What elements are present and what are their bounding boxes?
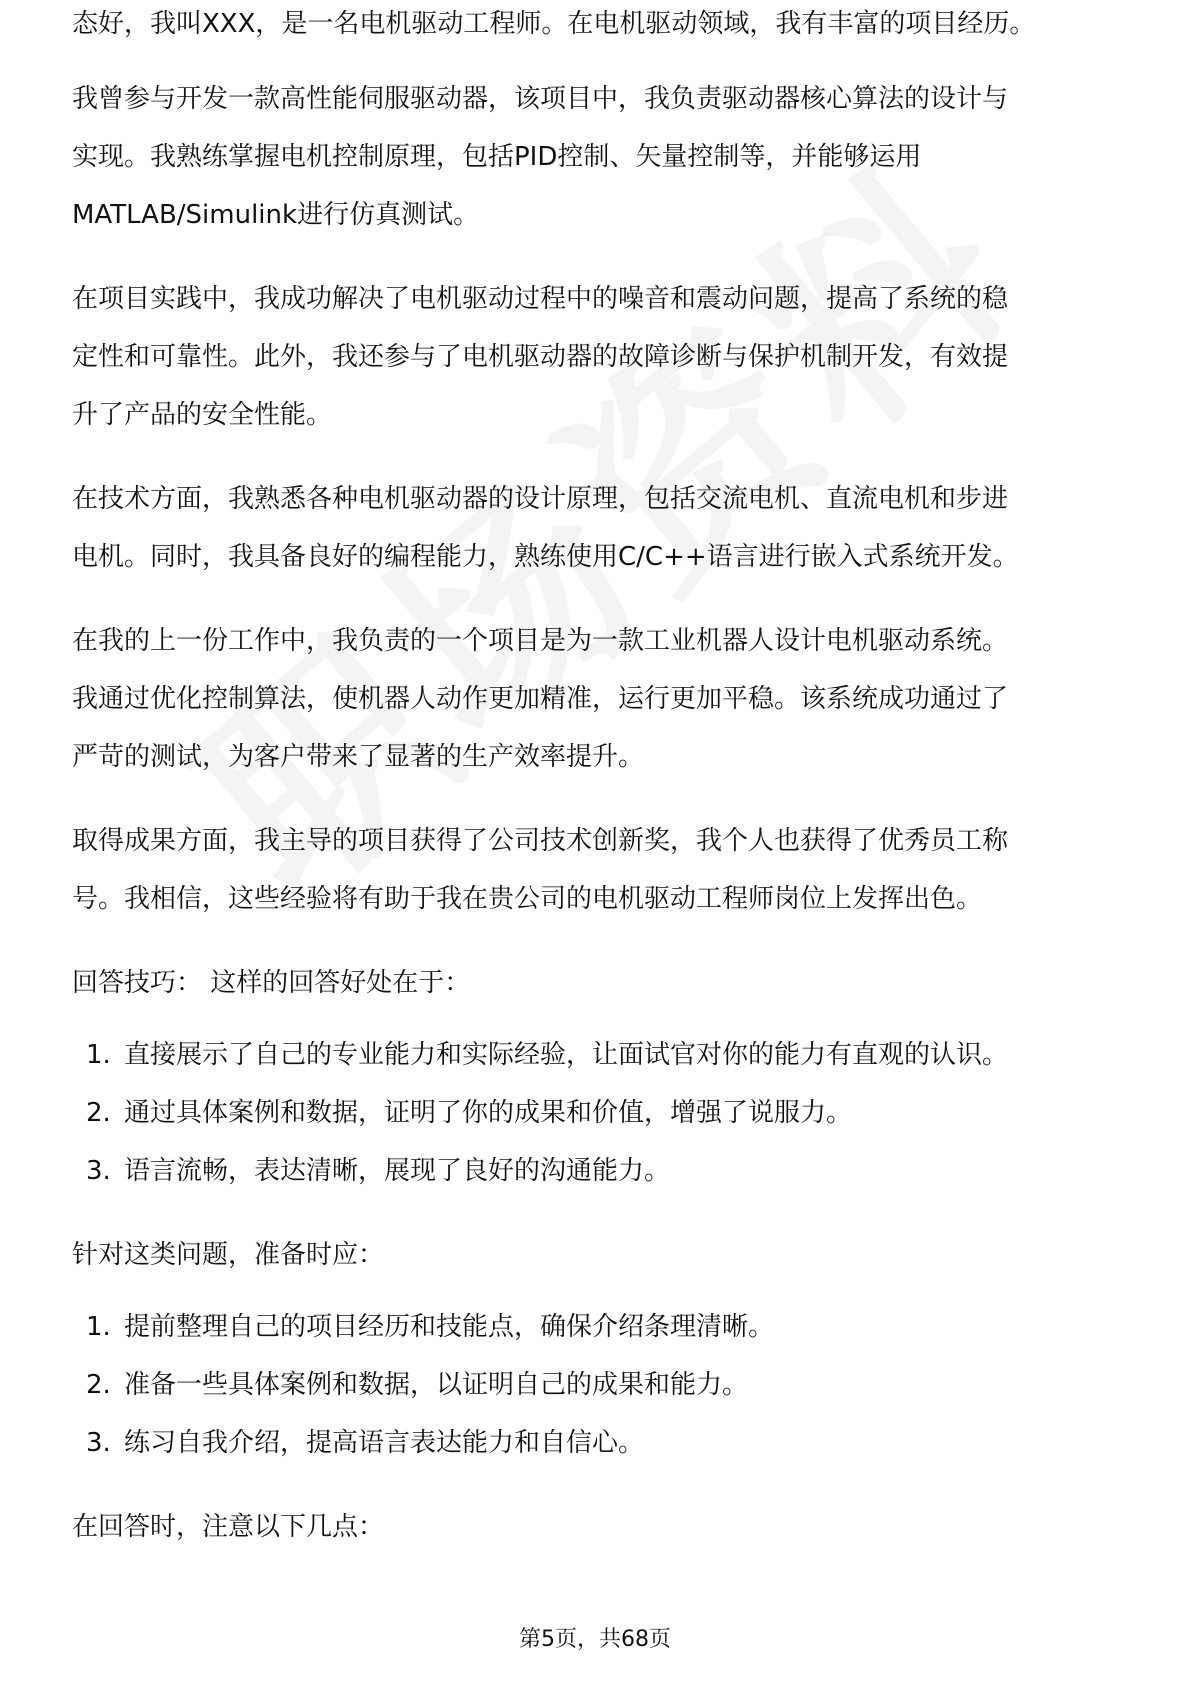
- list-number: 3.: [86, 1428, 111, 1458]
- cut-off-line-text: 态好，我叫XXX，是一名电机驱动工程师。在电机驱动领域，我有丰富的项目经历。: [72, 9, 1036, 39]
- list-text: 提前整理自己的项目经历和技能点，确保介绍条理清晰。: [124, 1312, 775, 1342]
- paragraph-line: 电机。同时，我具备良好的编程能力，熟练使用C/C++语言进行嵌入式系统开发。: [72, 542, 1019, 572]
- list-number: 2.: [86, 1098, 111, 1128]
- page-content: [72, 9, 1118, 1570]
- tips-list: [72, 1026, 1118, 1200]
- list-text: 通过具体案例和数据，证明了你的成果和价值，增强了说服力。: [124, 1098, 853, 1128]
- paragraph-line: 我曾参与开发一款高性能伺服驱动器，该项目中，我负责驱动器核心算法的设计与: [72, 84, 1009, 114]
- paragraph-2: [72, 270, 1118, 444]
- paragraph-line: 升了产品的安全性能。: [72, 400, 333, 430]
- paragraph-line: 我通过优化控制算法，使机器人动作更加精准，运行更加平稳。该系统成功通过了: [72, 684, 1009, 714]
- paragraph-line: 定性和可靠性。此外，我还参与了电机驱动器的故障诊断与保护机制开发，有效提: [72, 342, 1009, 372]
- list-number: 1.: [86, 1040, 111, 1070]
- prep-label: 针对这类问题，准备时应：: [72, 1240, 385, 1270]
- list-number: 3.: [86, 1156, 111, 1186]
- page-footer: 第5页，共68页: [519, 1627, 671, 1652]
- list-item: [86, 1356, 1118, 1414]
- paragraph-3: [72, 470, 1118, 586]
- paragraph-1: [72, 70, 1118, 244]
- notes-label: 在回答时，注意以下几点：: [72, 1512, 385, 1542]
- list-text: 语言流畅，表达清晰，展现了良好的沟通能力。: [124, 1156, 671, 1186]
- paragraph-line: 在技术方面，我熟悉各种电机驱动器的设计原理，包括交流电机、直流电机和步进: [72, 484, 1009, 514]
- paragraph-line: 在我的上一份工作中，我负责的一个项目是为一款工业机器人设计电机驱动系统。: [72, 626, 1009, 656]
- list-text: 直接展示了自己的专业能力和实际经验，让面试官对你的能力有直观的认识。: [124, 1040, 1009, 1070]
- cut-off-line: [72, 9, 1118, 56]
- paragraph-line: 取得成果方面，我主导的项目获得了公司技术创新奖，我个人也获得了优秀员工称: [72, 826, 1009, 856]
- paragraph-5: [72, 812, 1118, 928]
- tips-label: 回答技巧： 这样的回答好处在于：: [72, 968, 471, 998]
- paragraph-line: MATLAB/Simulink进行仿真测试。: [72, 200, 480, 230]
- list-item: [86, 1414, 1118, 1472]
- list-item: [86, 1084, 1118, 1142]
- list-text: 练习自我介绍，提高语言表达能力和自信心。: [124, 1428, 645, 1458]
- paragraph-line: 在项目实践中，我成功解决了电机驱动过程中的噪音和震动问题，提高了系统的稳: [72, 284, 1009, 314]
- paragraph-line: 严苛的测试，为客户带来了显著的生产效率提升。: [72, 742, 645, 772]
- list-text: 准备一些具体案例和数据，以证明自己的成果和能力。: [124, 1370, 749, 1400]
- list-number: 1.: [86, 1312, 111, 1342]
- paragraph-line: 号。我相信，这些经验将有助于我在贵公司的电机驱动工程师岗位上发挥出色。: [72, 884, 983, 914]
- prep-list: [72, 1298, 1118, 1472]
- list-item: [86, 1298, 1118, 1356]
- paragraph-4: [72, 612, 1118, 786]
- list-number: 2.: [86, 1370, 111, 1400]
- list-item: [86, 1026, 1118, 1084]
- list-item: [86, 1142, 1118, 1200]
- paragraph-line: 实现。我熟练掌握电机控制原理，包括PID控制、矢量控制等，并能够运用: [72, 142, 922, 172]
